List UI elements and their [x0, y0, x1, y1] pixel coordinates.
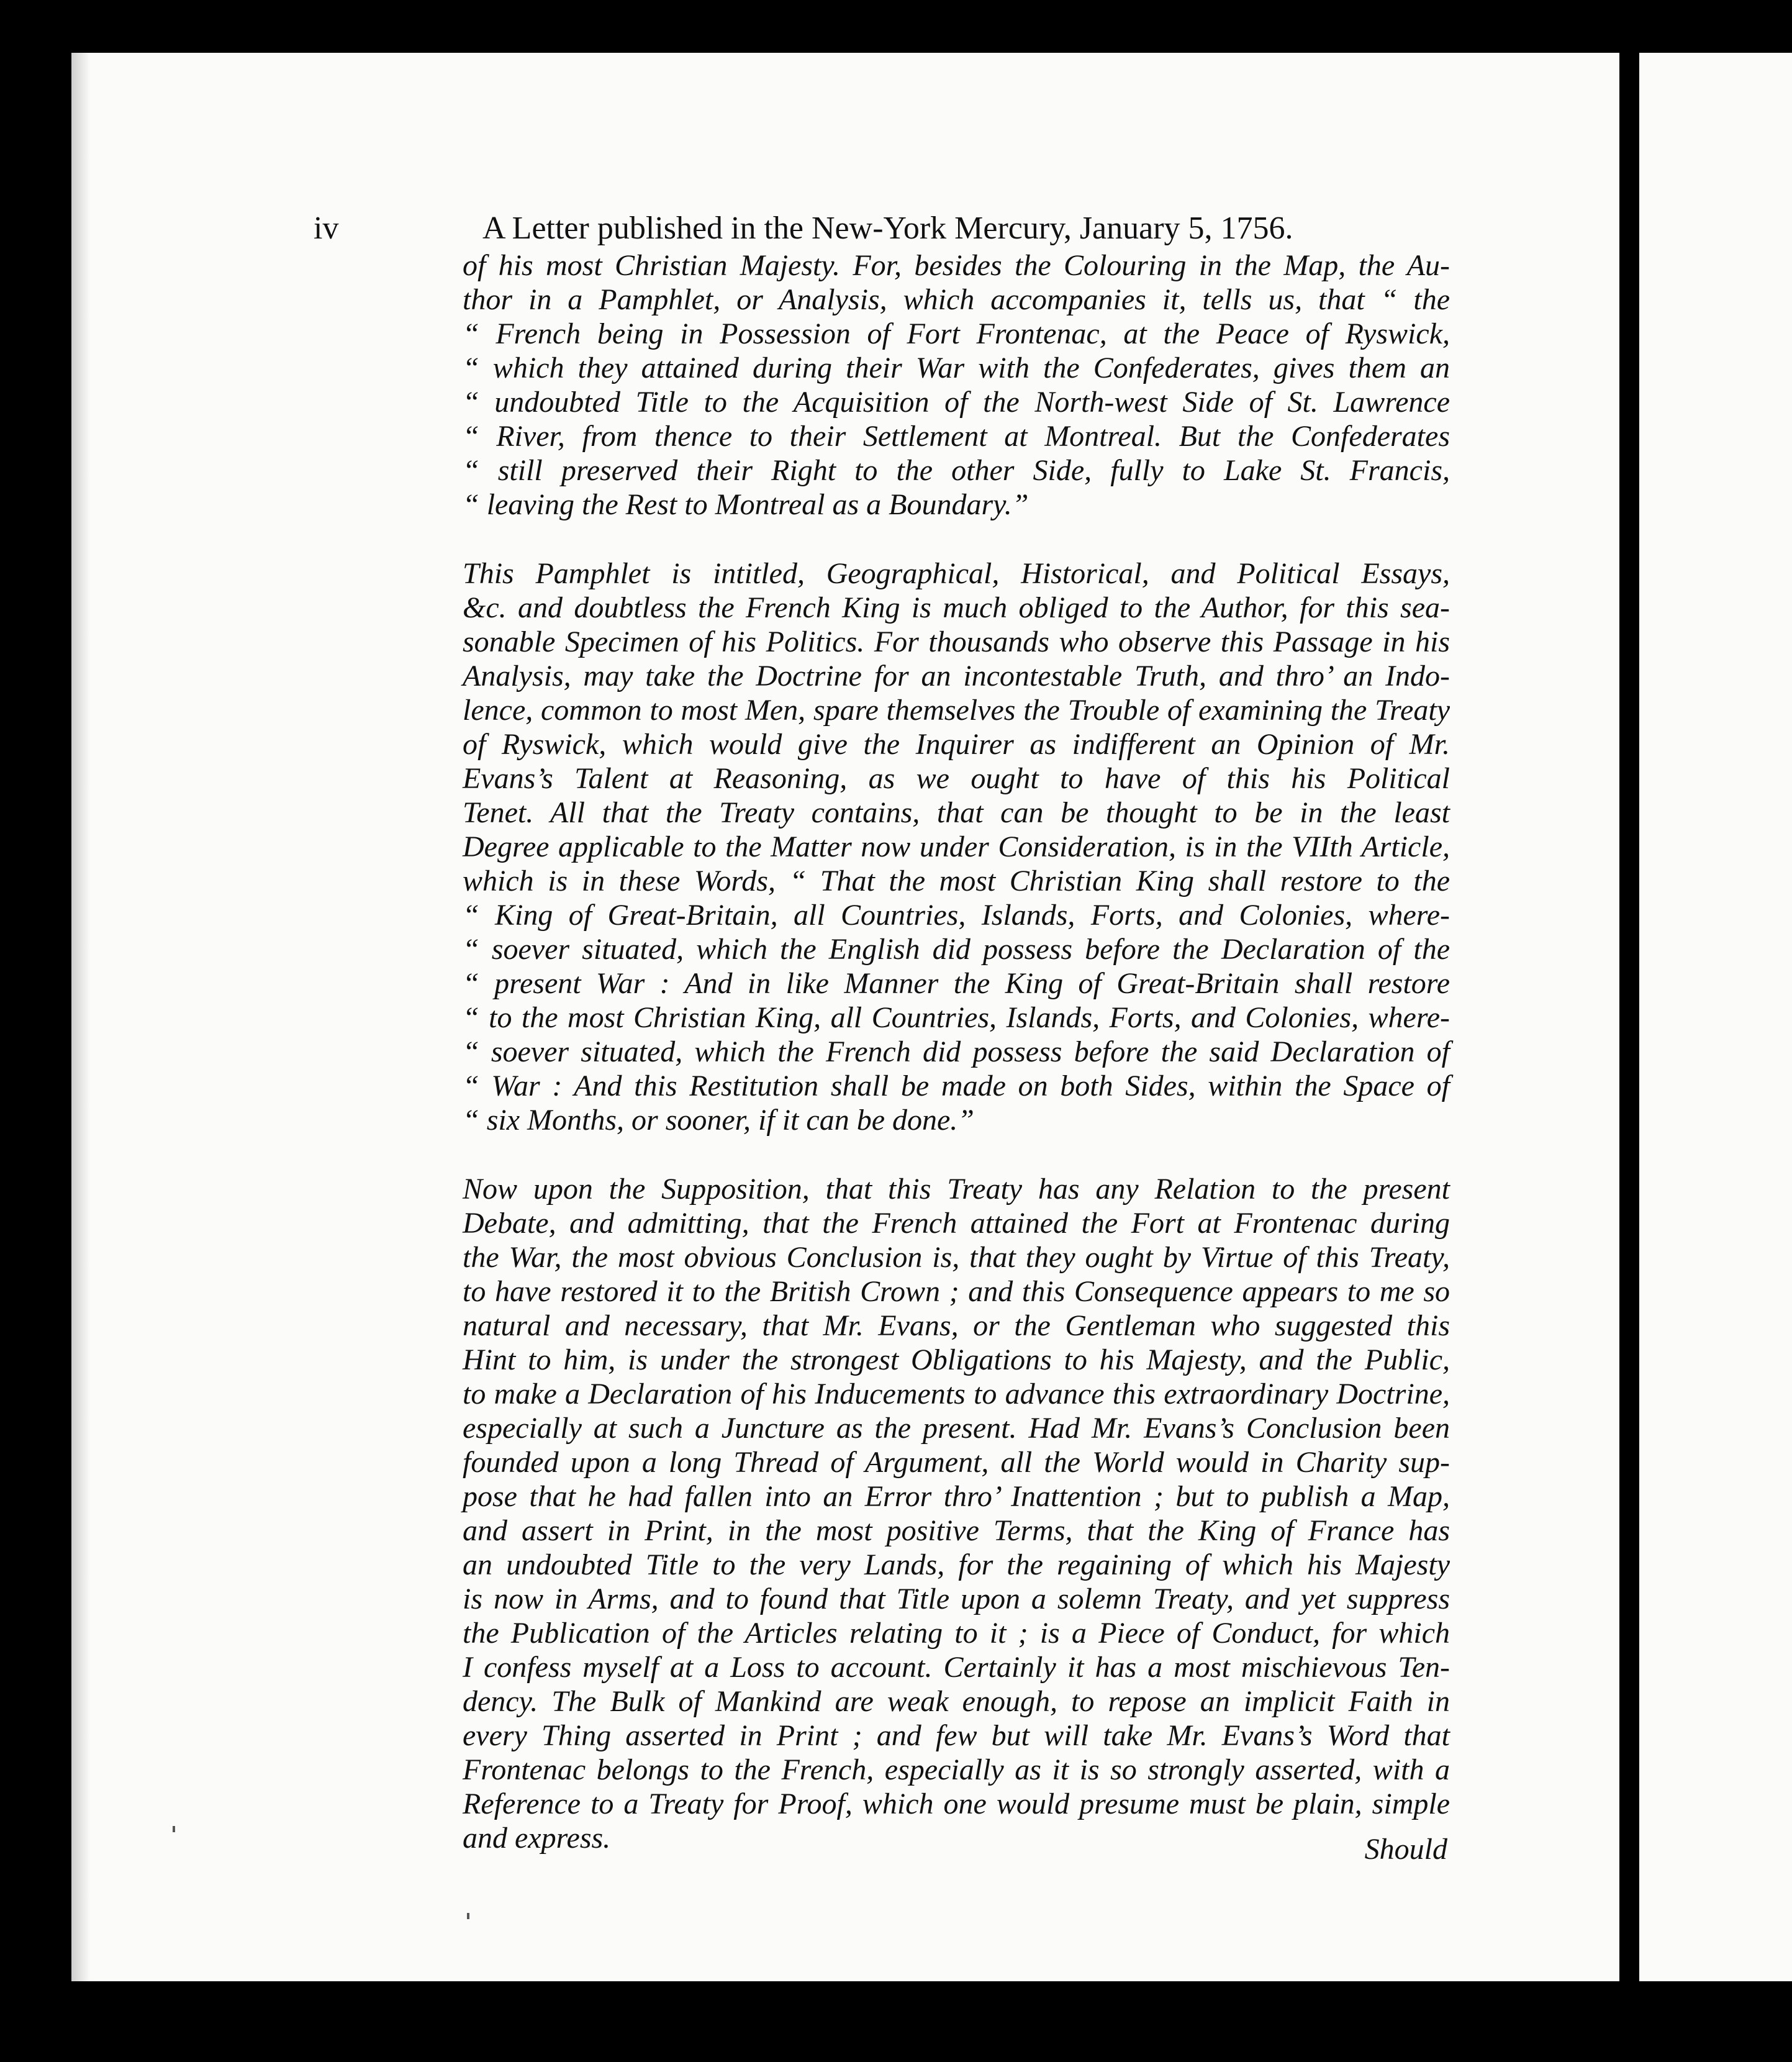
text-line: to have restored it to the British Crown ; and this Consequence appears to me so [463, 1275, 1450, 1308]
text-line: Debate, and admitting, that the French attained the Fort at Frontenac during [463, 1207, 1450, 1240]
text-line: which is in these Words, “ That the most Christian King shall restore to the [463, 865, 1450, 897]
text-line: dency. The Bulk of Mankind are weak enough, to repose an implicit Faith in [463, 1685, 1450, 1718]
text-line: “ soever situated, which the English did possess before the Declaration of the [463, 933, 1450, 966]
running-title: A Letter published in the New-York Mercury, January 5, 1756. [482, 211, 1293, 246]
text-line: “ present War : And in like Manner the King of Great-Britain shall restore [463, 967, 1450, 1000]
text-line: Tenet. All that the Treaty contains, that can be thought to be in the least [463, 796, 1450, 829]
text-line: “ French being in Possession of Fort Frontenac, at the Peace of Ryswick, [463, 317, 1450, 350]
text-line: “ six Months, or sooner, if it can be done.” [463, 1104, 974, 1137]
text-line: Reference to a Treaty for Proof, which one would presume must be plain, simple [463, 1787, 1450, 1820]
text-line: “ King of Great-Britain, all Countries, Islands, Forts, and Colonies, where- [463, 899, 1450, 932]
text-line: founded upon a long Thread of Argument, all the World would in Charity sup- [463, 1446, 1450, 1479]
text-line: every Thing asserted in Print ; and few but will take Mr. Evans’s Word that [463, 1719, 1450, 1752]
text-line: I confess myself at a Loss to account. Certainly it has a most mischievous Ten- [463, 1651, 1450, 1684]
page-number: iv [314, 211, 339, 246]
text-line: especially at such a Juncture as the present. Had Mr. Evans’s Conclusion been [463, 1412, 1450, 1445]
paragraph [463, 1172, 1450, 1855]
text-line: Frontenac belongs to the French, especially as it is so strongly asserted, with a [463, 1753, 1450, 1786]
scan-speck [173, 1826, 175, 1832]
text-line: pose that he had fallen into an Error thro’ Inattention ; but to publish a Map, [463, 1480, 1450, 1513]
text-line: “ River, from thence to their Settlement at Montreal. But the Confederates [463, 420, 1450, 453]
text-line: lence, common to most Men, spare themselves the Trouble of examining the Treaty [463, 694, 1450, 727]
text-line: Analysis, may take the Doctrine for an incontestable Truth, and thro’ an Indo- [463, 660, 1450, 693]
text-line: the War, the most obvious Conclusion is, that they ought by Virtue of this Treaty, [463, 1241, 1450, 1274]
facing-page-edge [1639, 53, 1792, 1981]
text-line: Now upon the Supposition, that this Treaty has any Relation to the present [463, 1173, 1450, 1206]
text-line: and assert in Print, in the most positive Terms, that the King of France has [463, 1514, 1450, 1547]
body-text [463, 248, 1450, 1855]
text-line: is now in Arms, and to found that Title upon a solemn Treaty, and yet suppress [463, 1583, 1450, 1615]
text-line: an undoubted Title to the very Lands, for the regaining of which his Majesty [463, 1548, 1450, 1581]
text-line: &c. and doubtless the French King is much obliged to the Author, for this sea- [463, 591, 1450, 624]
text-line: “ still preserved their Right to the other Side, fully to Lake St. Francis, [463, 454, 1450, 487]
text-line: and express. [463, 1822, 611, 1855]
text-line: thor in a Pamphlet, or Analysis, which accompanies it, tells us, that “ the [463, 283, 1450, 316]
text-line: “ to the most Christian King, all Countries, Islands, Forts, and Colonies, where- [463, 1001, 1450, 1034]
text-line: Degree applicable to the Matter now under Consideration, is in the VIIth Article, [463, 830, 1450, 863]
paragraph [463, 248, 1450, 522]
scan-speck [467, 1913, 469, 1919]
page-header [314, 210, 1450, 253]
page-edge-shadow [71, 53, 90, 1981]
text-line: Hint to him, is under the strongest Obligations to his Majesty, and the Public, [463, 1343, 1450, 1376]
text-line: “ leaving the Rest to Montreal as a Boundary.” [463, 488, 1029, 521]
text-line: “ War : And this Restitution shall be made on both Sides, within the Space of [463, 1070, 1450, 1102]
text-line: natural and necessary, that Mr. Evans, or the Gentleman who suggested this [463, 1309, 1450, 1342]
text-line: “ undoubted Title to the Acquisition of the North-west Side of St. Lawrence [463, 386, 1450, 419]
text-line: This Pamphlet is intitled, Geographical, Historical, and Political Essays, [463, 557, 1450, 590]
text-line: of Ryswick, which would give the Inquirer as indifferent an Opinion of Mr. [463, 728, 1450, 761]
text-line: the Publication of the Articles relating to it ; is a Piece of Conduct, for which [463, 1617, 1450, 1650]
text-line: to make a Declaration of his Inducements to advance this extraordinary Doctrine, [463, 1378, 1450, 1410]
catchword: Should [1364, 1833, 1447, 1866]
page-gutter [1619, 53, 1639, 1981]
text-line: of his most Christian Majesty. For, besides the Colouring in the Map, the Au- [463, 249, 1450, 282]
text-line: “ which they attained during their War with the Confederates, gives them an [463, 352, 1450, 384]
text-line: “ soever situated, which the French did possess before the said Declaration of [463, 1035, 1450, 1068]
paragraph [463, 556, 1450, 1137]
text-line: sonable Specimen of his Politics. For thousands who observe this Passage in his [463, 625, 1450, 658]
text-line: Evans’s Talent at Reasoning, as we ought to have of this his Political [463, 762, 1450, 795]
